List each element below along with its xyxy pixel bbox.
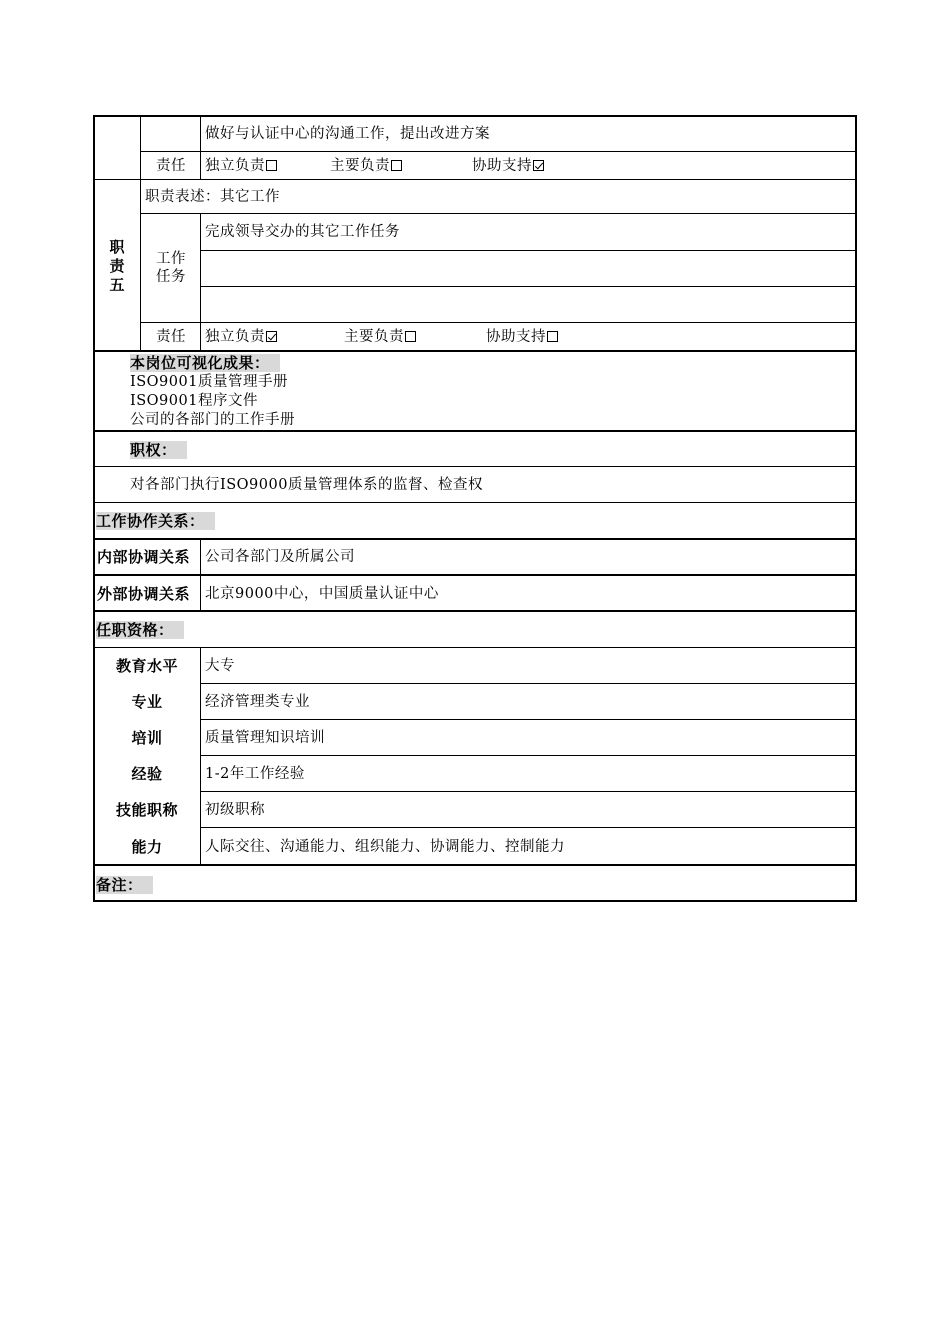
internal-relations-label: 内部协调关系 [97, 548, 191, 566]
duty5-statement: 职责表述：其它工作 [145, 189, 280, 205]
duty4-option-independent: 独立负责 [205, 157, 277, 175]
duty5-section-label: 职 责 五 [109, 238, 125, 294]
visual-result-item: 公司的各部门的工作手册 [130, 412, 295, 428]
qualifications-title: 任职资格： [96, 621, 184, 639]
duty4-responsibility-label: 责任 [156, 158, 186, 174]
duty5-option-independent: 独立负责 [205, 328, 277, 346]
authority-text: 对各部门执行ISO9000质量管理体系的监督、检查权 [130, 477, 483, 493]
checked-checkbox-icon[interactable] [266, 331, 277, 342]
remarks-title: 备注： [96, 876, 153, 894]
checkbox-icon[interactable] [547, 331, 558, 342]
qualification-value-experience: 1-2年工作经验 [205, 766, 305, 782]
qualification-value-ability: 人际交往、沟通能力、组织能力、协调能力、控制能力 [205, 839, 565, 855]
qualification-label-major: 专业 [131, 693, 163, 711]
checkbox-icon[interactable] [405, 331, 416, 342]
qualification-label-experience: 经验 [131, 765, 163, 783]
qualification-label-education: 教育水平 [115, 657, 178, 675]
visual-results-title: 本岗位可视化成果： [130, 354, 280, 372]
duty4-task-text: 做好与认证中心的沟通工作，提出改进方案 [205, 126, 490, 142]
qualification-value-major: 经济管理类专业 [205, 694, 310, 710]
external-relations-label: 外部协调关系 [97, 585, 191, 603]
duty5-option-main: 主要负责 [344, 328, 416, 346]
duty5-responsibility-label: 责任 [156, 329, 186, 345]
qualification-label-training: 培训 [131, 729, 163, 747]
visual-result-item: ISO9001程序文件 [130, 393, 258, 409]
qualification-label-ability: 能力 [131, 838, 163, 856]
visual-result-item: ISO9001质量管理手册 [130, 374, 288, 390]
duty4-option-main: 主要负责 [330, 157, 402, 175]
qualification-label-title: 技能职称 [115, 801, 178, 819]
duty5-option-assist: 协助支持 [486, 328, 558, 346]
work-task-label: 工作 任务 [156, 251, 186, 285]
checkbox-icon[interactable] [266, 160, 277, 171]
checked-checkbox-icon[interactable] [533, 160, 544, 171]
authority-title: 职权： [130, 441, 187, 459]
qualification-value-training: 质量管理知识培训 [205, 730, 325, 746]
internal-relations-value: 公司各部门及所属公司 [205, 549, 355, 565]
qualification-value-title: 初级职称 [205, 802, 265, 818]
checkbox-icon[interactable] [391, 160, 402, 171]
qualification-value-education: 大专 [205, 658, 235, 674]
relations-title: 工作协作关系： [96, 512, 215, 530]
duty4-option-assist: 协助支持 [472, 157, 544, 175]
external-relations-value: 北京9000中心，中国质量认证中心 [205, 586, 439, 602]
duty5-task-1: 完成领导交办的其它工作任务 [205, 224, 400, 240]
